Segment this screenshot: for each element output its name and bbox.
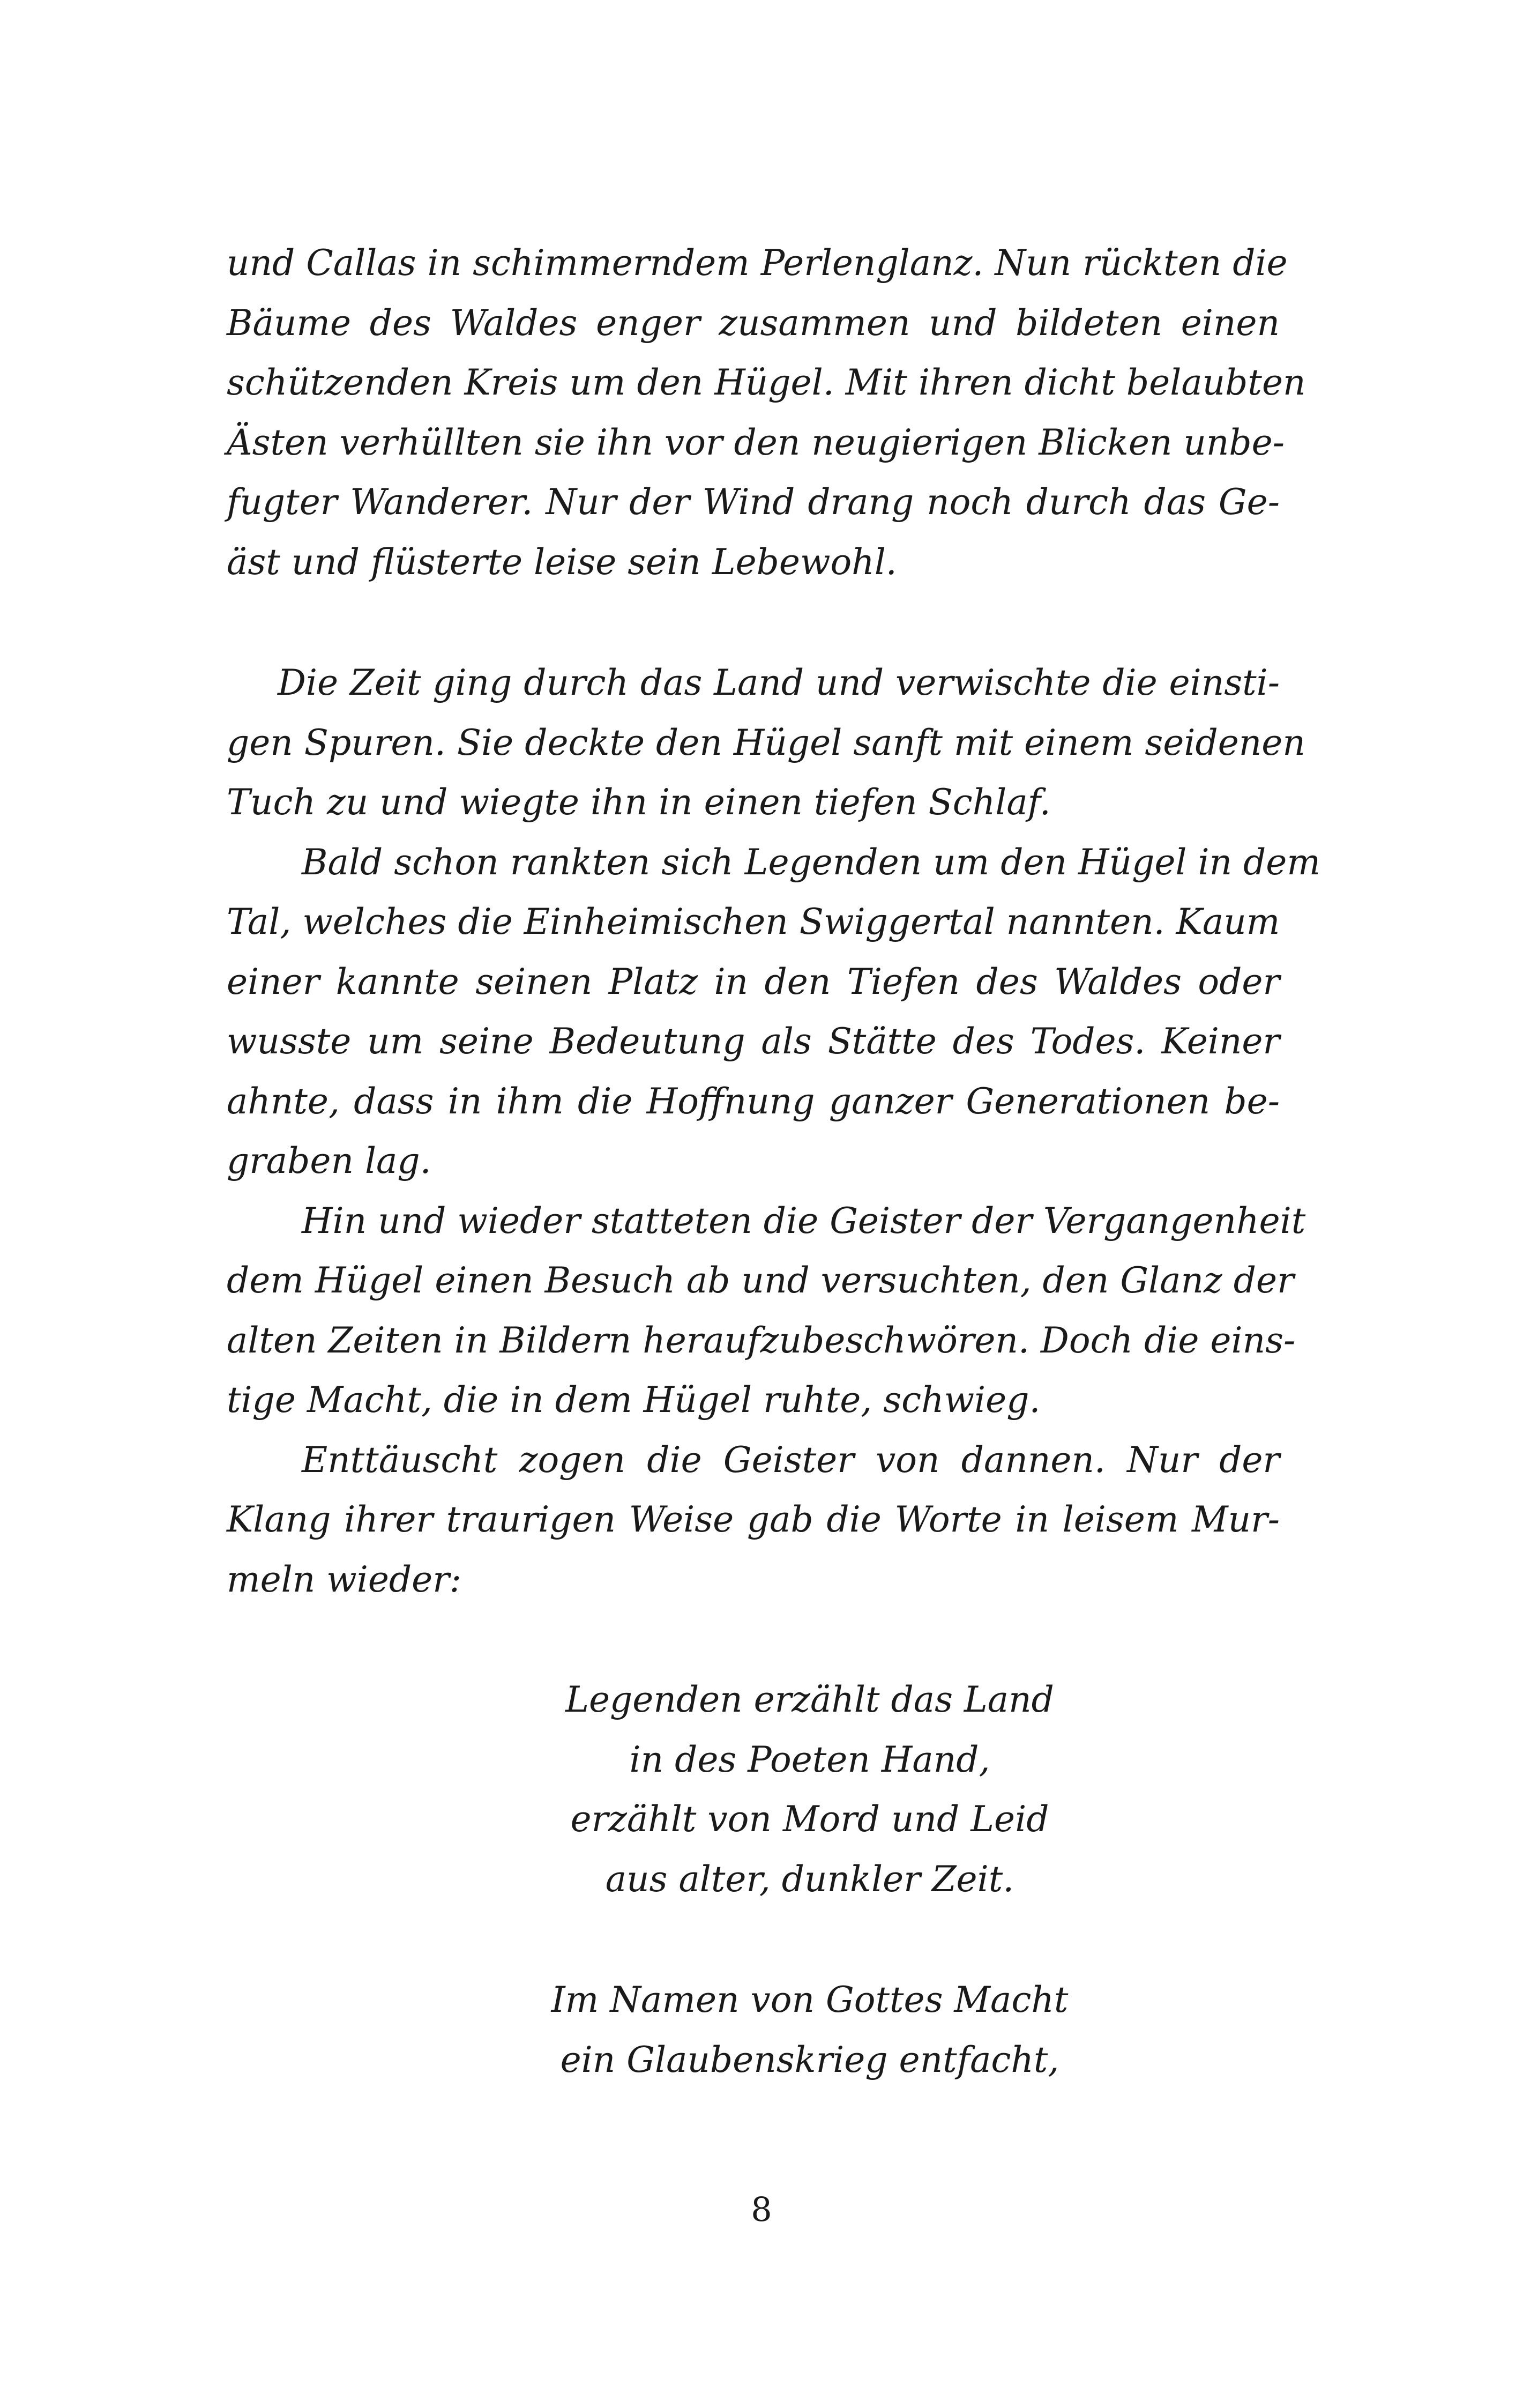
text-line: Hin und wieder statteten die Geister der Vergangenheit [302, 1200, 1306, 1242]
poem-line: ein Glaubenskrieg entfacht, [560, 2039, 1059, 2080]
poem-line: erzählt von Mord und Leid [570, 1798, 1049, 1840]
text-line: gen Spuren. Sie deckte den Hügel sanft mit einem seidenen [227, 722, 1305, 763]
text-line: Ästen verhüllten sie ihn vor den neugierigen Blicken unbe- [227, 421, 1285, 463]
poem-line: Legenden erzählt das Land [565, 1679, 1054, 1720]
paragraph-1 [227, 233, 1306, 592]
text-line: Tuch zu und wiegte ihn in einen tiefen Schlaf. [227, 782, 1051, 823]
text-line: meln wieder: [227, 1558, 461, 1600]
text-line: einer kannte seinen Platz in den Tiefen des Waldes oder [227, 961, 1280, 1002]
page-number: 8 [751, 2190, 772, 2229]
text-line: Klang ihrer traurigen Weise gab die Worte in leisem Mur- [227, 1499, 1280, 1540]
text-line: Die Zeit ging durch das Land und verwischte die einsti- [278, 662, 1280, 703]
text-line: äst und flüsterte leise sein Lebewohl. [227, 541, 897, 583]
text-line: fugter Wanderer. Nur der Wind drang noch durch das Ge- [227, 481, 1280, 523]
text-line: dem Hügel einen Besuch ab und versuchten, den Glanz der [227, 1260, 1294, 1301]
text-line: Bäume des Waldes enger zusammen und bildeten einen [227, 302, 1280, 344]
poem-line: in des Poeten Hand, [629, 1738, 990, 1780]
text-line: schützenden Kreis um den Hügel. Mit ihren dicht belaubten [227, 362, 1306, 403]
text-line: und Callas in schimmerndem Perlenglanz. Nun rückten die [227, 242, 1288, 284]
poem-line: aus alter, dunkler Zeit. [605, 1858, 1014, 1900]
poem-line: Im Namen von Gottes Macht [551, 1979, 1069, 2020]
poem-stanza-2 [0, 1970, 1523, 2090]
text-line: alten Zeiten in Bildern heraufzubeschwören. Doch die eins- [227, 1319, 1296, 1361]
paragraph-group [227, 653, 1320, 1609]
text-line: graben lag. [227, 1140, 431, 1181]
text-line: Bald schon rankten sich Legenden um den Hügel in dem [302, 841, 1320, 883]
text-line: Tal, welches die Einheimischen Swiggertal nannten. Kaum [227, 901, 1280, 942]
text-line: wusste um seine Bedeutung als Stätte des Todes. Keiner [227, 1021, 1280, 1062]
text-line: Enttäuscht zogen die Geister von dannen. Nur der [302, 1439, 1280, 1481]
text-line: tige Macht, die in dem Hügel ruhte, schwieg. [227, 1379, 1041, 1421]
text-line: ahnte, dass in ihm die Hoffnung ganzer Generationen be- [227, 1080, 1280, 1122]
poem-stanza-1 [0, 1670, 1523, 1909]
